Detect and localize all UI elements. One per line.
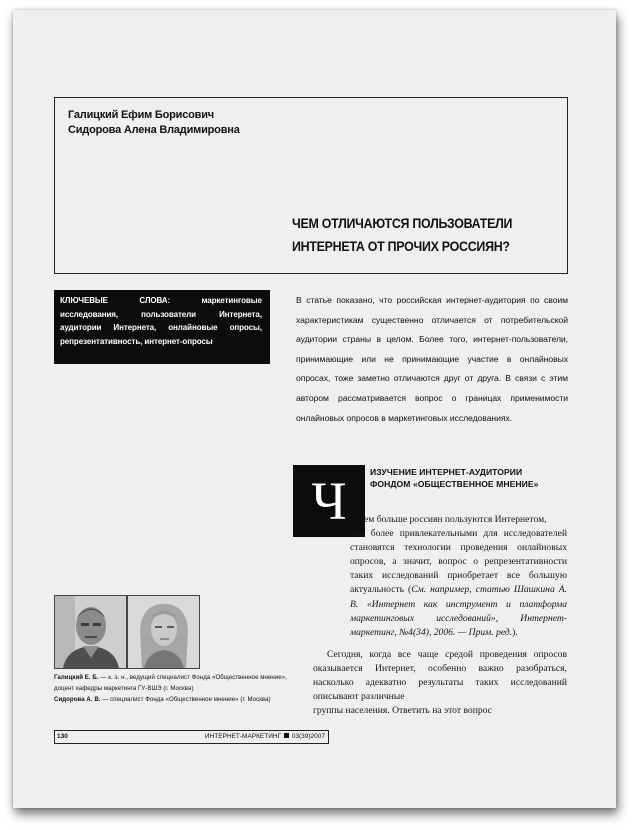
article-abstract: В статье показано, что российская интернет-аудитория по своим характеристикам существенно отличается от потребительской аудитории страны в целом. Более того, интернет-пользователи, принимающие или не принимающие участие в онлайновых опросах, тоже заметно отличаются друг от друга. В связи с этим автором рассматривается вопрос о границах применимости онлайновых опросов в маркетинговых исследованиях. xyxy=(296,295,568,423)
editor-citation: См. например, статью Шашкина А. В. «Интернет как инструмент и платформа маркетинговых исследований», Интернет-маркетинг, №4(34), 2006. — Прим. ред. xyxy=(350,584,567,638)
paragraph-1-first-line: ем больше россиян пользуются Интернетом, xyxy=(364,514,547,525)
page-footer xyxy=(54,730,329,744)
author-names xyxy=(68,108,240,138)
section-heading-line-1: ИЗУЧЕНИЕ ИНТЕРНЕТ-АУДИТОРИИ xyxy=(370,467,523,477)
magazine-page xyxy=(13,10,616,808)
page-number: 130 xyxy=(57,733,68,740)
journal-name: ИНТЕРНЕТ-МАРКЕТИНГ 03(39)2007 xyxy=(204,733,325,740)
section-heading-line-2: ФОНДОМ «ОБЩЕСТВЕННОЕ МНЕНИЕ» xyxy=(370,479,539,489)
paragraph-2-last-line: группы населения. Ответить на этот вопрос xyxy=(313,705,492,717)
drop-cap: Ч xyxy=(293,465,365,537)
author-name-2: Сидорова Алена Владимировна xyxy=(68,124,240,136)
paragraph-1-text: тем более привлекательными для исследователей становятся технологии проведения онлайновых опросов, а значит, вопрос о репрезентативности таких исследований приобретает все большую актуальность ( xyxy=(350,528,567,596)
body-paragraph-1 xyxy=(350,513,567,640)
author-info xyxy=(54,672,334,706)
author-info-1: Галицкий Е. Б. — к. э. н., ведущий специалист Фонда «Общественное мнение», xyxy=(54,674,287,681)
paragraph-1-end: ). xyxy=(512,626,518,638)
author-info-1-cont: доцент кафедры маркетинга ГУ-ВШЭ (г. Москва) xyxy=(54,685,194,693)
square-bullet-icon xyxy=(284,733,289,738)
article-header-box xyxy=(54,97,568,274)
paragraph-2-text: Сегодня, когда все чаще средой проведения опросов оказывается Интернет, особенно важно разобраться, насколько адекватно результаты таких исследований описывают различные xyxy=(313,649,567,703)
author-photo-galitsky xyxy=(54,595,127,669)
body-paragraph-2 xyxy=(313,648,567,718)
section-heading xyxy=(370,466,539,490)
author-photo-sidorova xyxy=(127,595,200,669)
author-name-1: Галицкий Ефим Борисович xyxy=(68,109,214,121)
author-info-2: Сидорова А. В. — специалист Фонда «Общественное мнение» (г. Москва) xyxy=(54,696,271,704)
title-line-1: ЧЕМ ОТЛИЧАЮТСЯ ПОЛЬЗОВАТЕЛИ xyxy=(292,216,513,231)
keywords-text: КЛЮЧЕВЫЕ СЛОВА: маркетинговые исследования, пользователи Интернета, аудитории Интернета, онлайновые опросы, репрезентативность, интернет-опросы xyxy=(60,296,262,346)
keywords-box xyxy=(54,290,270,364)
article-title xyxy=(292,212,512,258)
title-line-2: ИНТЕРНЕТА ОТ ПРОЧИХ РОССИЯН? xyxy=(292,239,510,254)
